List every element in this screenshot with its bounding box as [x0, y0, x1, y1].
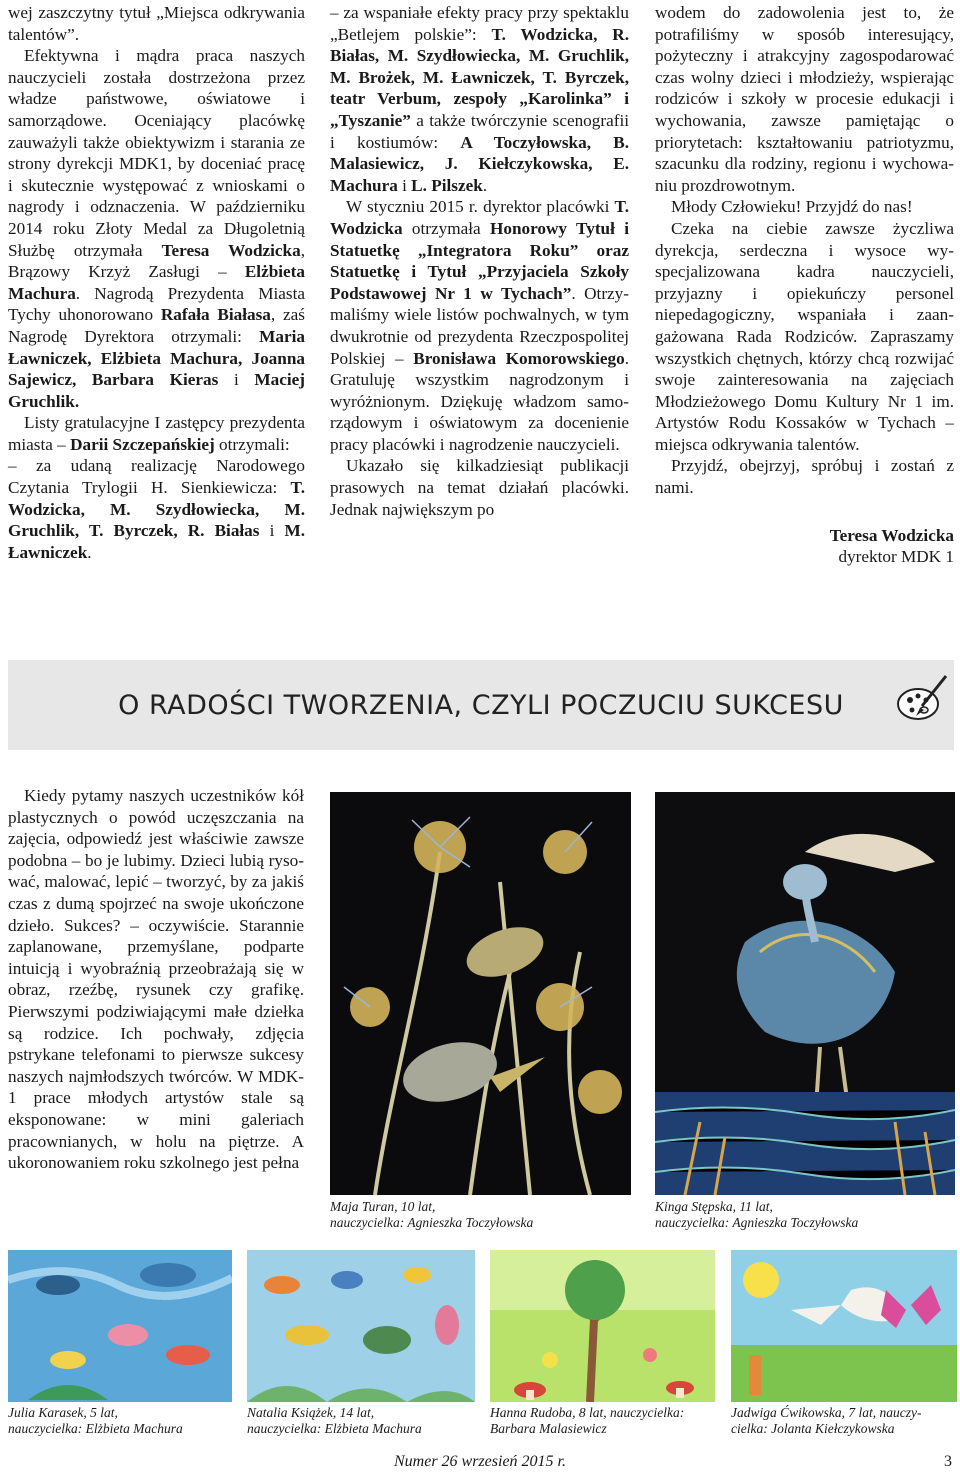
bold-name: Rafała Białasa — [160, 305, 271, 325]
paragraph: Przyjdź, obejrzyj, spróbuj i zostań z nami. — [655, 456, 954, 498]
paragraph: W styczniu 2015 r. dyrektor placówki T. Wodzicka otrzymała Honorowy Tytuł i Statuetkę „Integratora Roku” oraz Statuetkę i Tytuł „Przyjaciela Szkoły Podstawowej Nr 1 w Tychach”. Otrzymaliśmy wiele listów pochwalnych, w tym dwukrotnie od prezydenta Rzeczpospolitej Polskiej – Bronisława Komorowskiego. Gratuluję wszystkim nagrodzonym i wyróżnionym. Dziękuję władzom samorządowym i oświatowym za docenienie pracy placówki i nagrodzenie nauczycieli. — [330, 197, 630, 454]
artwork-kinga — [655, 792, 955, 1195]
paragraph: Kiedy pytamy naszych uczestników kół plastycznych o powód uczęszczania na zajęcia, odpowiedź jest właściwie zawsze podobna – bo je lubimy. Dzieci lubią rysować, malować, lepić – tworzyć, by za jakiś czas z dumą spojrzeć na swoje ukończone dzieło. Sukces? – oczywiście. Starannie zaplanowane, przemyślane, podparte intuicją i wyobraźnią przeobrażają się w obraz, rzeźbę, rysunek czy grafikę. Pierwszymi podziwiającymi małe dziełka są rodzice. Ich pochwały, zdjęcia pstrykane telefonami to pierwsze sukcesy naszych najmłodszych twórców. W MDK-1 prace młodych artystów stale są eksponowane: w mini galeriach pracownianych, w holu na piętrze. A ukoronowaniem roku szkolnego jest pełna — [8, 786, 304, 1173]
article-column-1 — [8, 2, 305, 563]
paragraph: – za wspaniałe efekty pracy przy spektaklu „Betlejem polskie”: T. Wodzicka, R. Białas, M. Szydłowiecka, M. Gruchlik, M. Brożek, M. Ławniczek, T. Byrczek, teatr Verbum, zespoły „Karolinka” i „Tyszanie” a także twórczynie scenografii i kostiumów: A Toczyłowska, B. Malasiewicz, J. Kiełczykowska, E. Machura i L. Pilszek. — [330, 3, 629, 195]
artwork-maja — [330, 792, 631, 1195]
artwork-hanna — [490, 1250, 715, 1402]
issue-footer: Numer 26 wrzesień 2015 r. — [393, 1453, 566, 1470]
section-title: O RADOŚCI TWORZENIA, CZYLI POCZUCIU SUKCESU — [118, 690, 844, 721]
article-column-3-body — [655, 2, 954, 499]
artwork-jadwiga — [731, 1250, 957, 1402]
palette-brush-icon — [892, 670, 952, 730]
paragraph: Ukazało się kilkadziesiąt publikacji prasowych na temat działań placówki. Jednak największym po — [330, 456, 629, 519]
bold-name: Maria Ławniczek, Elżbieta Machura, Joanna Sajewicz, Barbara Kieras — [8, 326, 305, 390]
page-number: 3 — [944, 1453, 952, 1470]
caption-julia — [8, 1405, 232, 1437]
bold-name: Bronisława Komorowskiego — [413, 348, 625, 368]
artwork-natalia — [247, 1250, 475, 1402]
paragraph: wodem do zadowolenia jest to, że potrafiliśmy w sposób interesujący, pożyteczny i atrakcyjny zagospodarować czas wolny dzieci i młodzieży, wspierając rodziców i szkoły w procesie edukacji i wychowania, zawsze pamiętając o priorytetach: kształtowaniu patriotyzmu, szacunku dla rodziny, regionu i wychowaniu prozdrowotnym. — [655, 3, 954, 195]
section-banner — [8, 660, 954, 750]
bold-name: T. Wodzicka — [330, 197, 629, 238]
article-column-2 — [330, 2, 629, 520]
caption-natalia — [247, 1405, 475, 1437]
bold-name: T. Wodzicka, R. Białas, M. Szydłowiecka, M. Gruchlik, M. Brożek, M. Ławniczek, T. Byrczek, teatr Verbum, zespoły „Karolinka” i „Tyszanie” — [330, 24, 629, 130]
bold-name: L. Pilszek — [411, 175, 483, 195]
caption-maja — [330, 1199, 630, 1231]
signature-name: Teresa Wodzicka — [829, 525, 954, 545]
caption-line: Hanna Rudoba, 8 lat, nauczycielka: — [490, 1405, 685, 1420]
caption-line: Jadwiga Ćwikowska, 7 lat, nauczy- — [731, 1405, 922, 1420]
caption-line: nauczycielka: Elżbieta Machura — [8, 1421, 183, 1436]
bold-name: M. Ławniczek — [8, 521, 305, 562]
bold-name: T. Wodzicka, M. Szydłowiecka, M. Gruchlik, T. Byrczek, R. Białas — [8, 478, 305, 541]
bold-name: Honorowy Tytuł i Statuetkę „Integratora Roku” oraz Statuetkę i Tytuł „Przyjaciela Szkoły Podstawowej Nr 1 w Tychach” — [330, 218, 630, 303]
paragraph: – za udaną realizację Narodowego Czytania Trylogii H. Sienkiewicza: T. Wodzicka, M. Szydłowiecka, M. Gruchlik, T. Byrczek, R. Białas i M. Ławniczek. — [8, 456, 305, 562]
bold-name: Elżbieta Machura — [8, 262, 305, 303]
article-column-3 — [655, 2, 954, 568]
caption-line: nauczycielka: Agnieszka Toczyłowska — [655, 1215, 859, 1230]
artwork-julia — [8, 1250, 232, 1402]
caption-jadwiga — [731, 1405, 957, 1437]
paragraph: Młody Człowieku! Przyjdź do nas! — [671, 197, 913, 217]
caption-line: Maja Turan, 10 lat, — [330, 1199, 436, 1214]
paragraph: Czeka na ciebie zawsze życzliwa dyrekcja, serdeczna i wysoce wyspecjalizowana kadra nauczycieli, przyjazny i opiekuńczy personel niepedagogiczny, wspaniała i zaangażowana Rada Rodziców. Zapraszamy wszystkich chętnych, którzy chcą rozwijać swoje zainteresowania na zajęciach Młodzieżowego Domu Kultury Nr 1 im. Artystów Rodu Kossaków w Tychach – miejsca odkrywania talentów. — [655, 218, 954, 454]
caption-line: cielka: Jolanta Kiełczykowska — [731, 1421, 895, 1436]
caption-kinga — [655, 1199, 955, 1231]
caption-hanna — [490, 1405, 720, 1437]
caption-line: Barbara Malasiewicz — [490, 1421, 607, 1436]
paragraph: Efektywna i mądra praca naszych nauczycieli została dostrzeżona przez władze państwowe, oświatowe i samorządowe. Oceniający placówkę zauważyli także obiektywizm i starania ze strony dyrekcji MDK1, by doceniać pracę i skutecznie występować z wnioskami o nagrody i odznaczenia. W październiku 2014 roku Złoty Medal za Długoletnią Służbę otrzymała Teresa Wodzicka, Brązowy Krzyż Zasługi – Elżbieta Machura. Nagrodą Prezydenta Miasta Tychy uhonorowano Rafała Białasa, zaś Nagrodę Dyrektora otrzymali: Maria Ławniczek, Elżbieta Machura, Joanna Sajewicz, Barbara Kieras i Maciej Gruchlik. — [8, 46, 305, 411]
caption-line: Kinga Stępska, 11 lat, — [655, 1199, 773, 1214]
bold-name: Darii Szczepańskiej — [70, 434, 215, 454]
signature-role: dyrektor MDK 1 — [838, 547, 954, 567]
signature — [655, 525, 954, 568]
caption-line: Julia Karasek, 5 lat, — [8, 1405, 118, 1420]
bold-name: A Toczyłowska, B. Malasiewicz, J. Kiełczykowska, E. Machura — [330, 132, 629, 195]
bold-name: Maciej Gruchlik. — [8, 370, 305, 411]
paragraph: wej zaszczytny tytuł „Miejsca odkrywania talentów”. — [8, 3, 305, 44]
caption-line: Natalia Książek, 14 lat, — [247, 1405, 375, 1420]
bold-name: Teresa Wodzicka — [161, 240, 301, 260]
paragraph: Listy gratulacyjne I zastępcy prezydenta miasta – Darii Szczepańskiej otrzymali: — [8, 413, 305, 454]
article-column-4 — [8, 785, 304, 1174]
caption-line: nauczycielka: Agnieszka Toczyłowska — [330, 1215, 534, 1230]
caption-line: nauczycielka: Elżbieta Machura — [247, 1421, 422, 1436]
